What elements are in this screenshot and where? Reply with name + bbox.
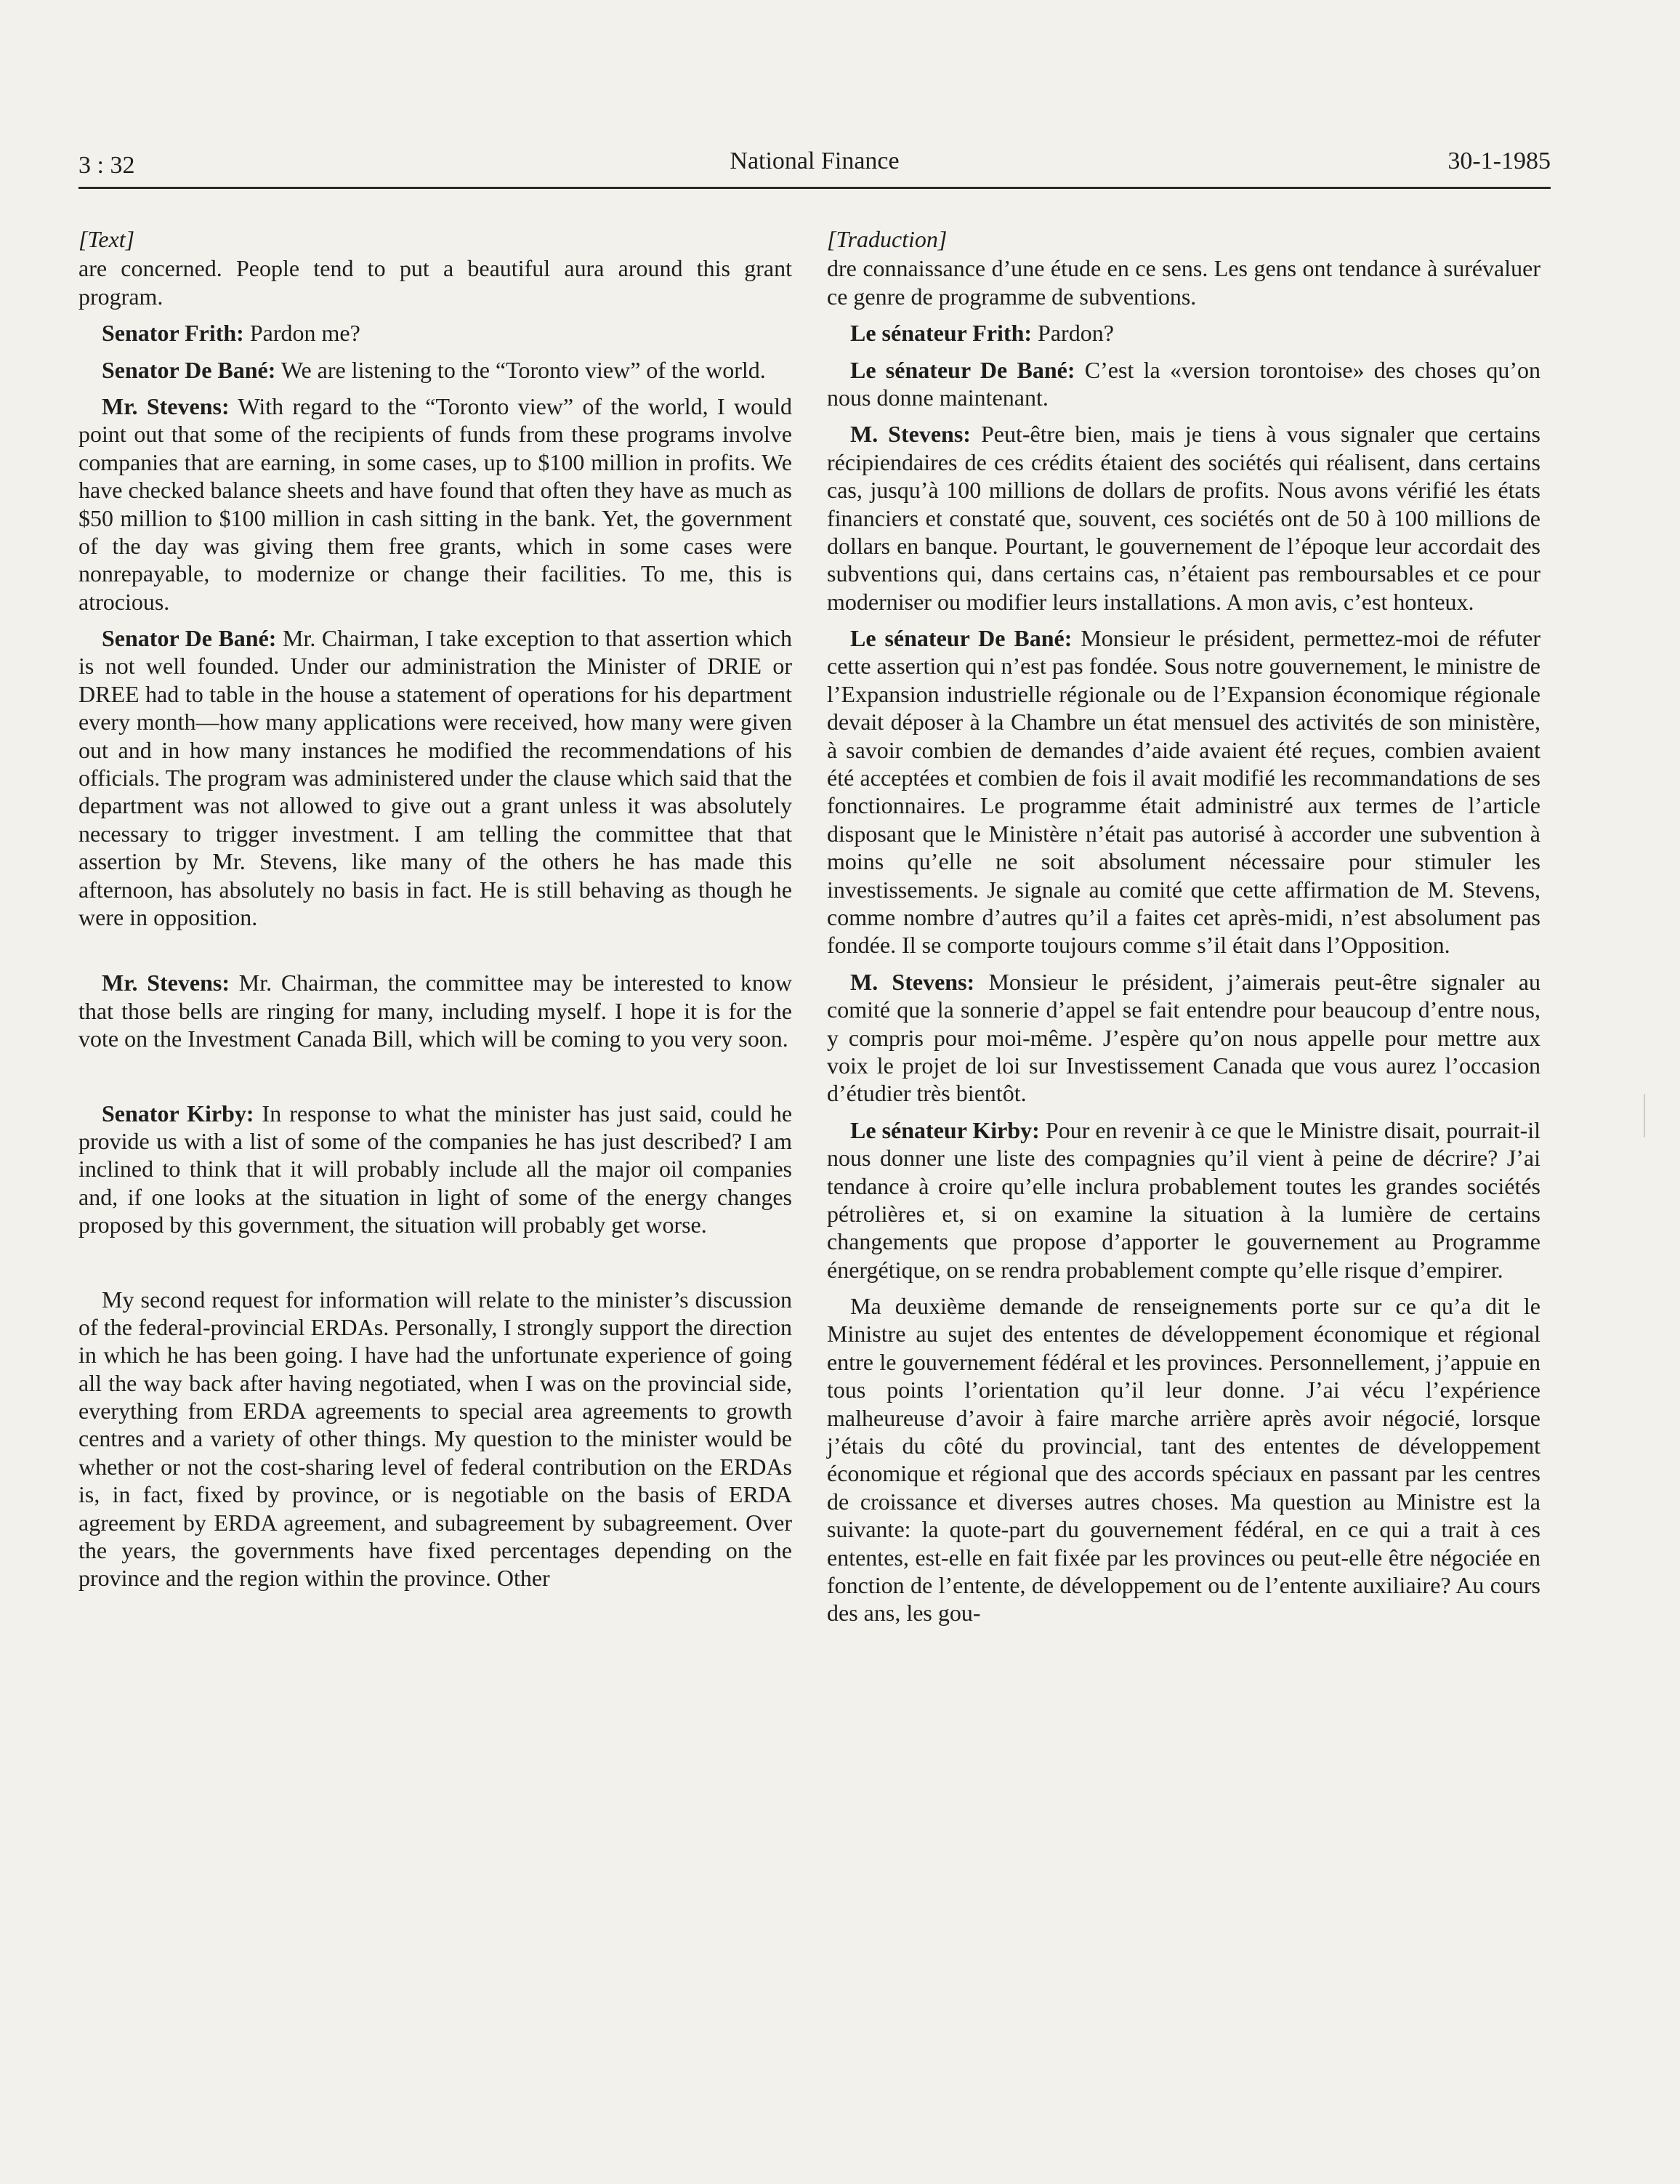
speech-text: In response to what the minister has just said, could he provide us with a list of some of the companies he has just described? I am inclined to think that it will probably include all the major oil companies and, if one looks at the situation in light of some of the energy changes proposed by this government, the situation will probably get worse.: [78, 1100, 793, 1238]
language-marker-label: Traduction: [836, 226, 938, 252]
speech-paragraph: [78, 1100, 792, 1239]
language-marker-label: Text: [87, 226, 126, 252]
page-number: 3 : 32: [78, 152, 135, 179]
speech-text: Pardon me?: [249, 320, 360, 347]
speech-paragraph: [78, 356, 792, 384]
speech-paragraph: [827, 624, 1540, 959]
speaker-name: Senator De Bané:: [102, 625, 277, 652]
header-rule: [78, 187, 1551, 189]
speech-text: Pour en revenir à ce que le Ministre disait, pourrait-il nous donner une liste des compagnies qu’il vient à peine de décrire? J’ai tendance à croire qu’elle inclura probablement toutes les grandes sociétés pétrolières et, si on examine la situation à la lumière de certains changements que propose d’apporter le gouvernement au Programme énergétique, on se rendra probablement compte qu’elle risque d’empirer.: [827, 1116, 1541, 1283]
speaker-name: Le sénateur De Bané:: [850, 356, 1075, 383]
language-marker: [Traduction]: [827, 226, 948, 252]
speaker-name: Mr. Stevens:: [102, 392, 230, 419]
speech-text: Mr. Chairman, I take exception to that assertion which is not well founded. Under our administration the Minister of DRIE or DREE had to table in the house a statement of operations for his department every month—how many applications were received, how many were given out and in how many instances he modified the recommendations of his officials. The program was administered under the clause which said that the department was not allowed to give out a grant unless it was absolutely necessary to trigger investment. I am telling the committee that that assertion by Mr. Stevens, like many of the others he has made this afternoon, has absolutely no basis in fact. He is still behaving as though he were in opposition.: [78, 625, 793, 930]
language-marker: [Text]: [78, 226, 135, 252]
speech-text: Pardon?: [1038, 320, 1114, 347]
paragraph: are concerned. People tend to put a beautiful aura around this grant program.: [78, 255, 792, 310]
speaker-name: Le sénateur Kirby:: [850, 1116, 1040, 1143]
speaker-name: Le sénateur De Bané:: [850, 625, 1073, 652]
speaker-name: M. Stevens:: [850, 968, 975, 995]
binding-mark: [1644, 1094, 1645, 1137]
english-column: [78, 225, 792, 1601]
speech-paragraph: [78, 392, 792, 616]
speech-paragraph: [827, 968, 1540, 1108]
speech-paragraph: [78, 319, 792, 347]
speech-text: We are listening to the “Toronto view” of the world.: [280, 356, 766, 383]
speaker-name: Mr. Stevens:: [102, 970, 230, 996]
paragraph: dre connaissance d’une étude en ce sens. Les gens ont tendance à surévaluer ce genre de programme de subventions.: [827, 255, 1540, 310]
speech-paragraph: [827, 356, 1540, 412]
speech-paragraph: [78, 624, 792, 931]
speech-text: C’est la «version torontoise» des choses qu’on nous donne maintenant.: [827, 356, 1541, 411]
speech-text: Monsieur le président, permettez-moi de réfuter cette assertion qui n’est pas fondée. Sous notre gouvernement, le ministre de l’Expansion industrielle régionale ou de l’Expansion économique régionale devait déposer à la Chambre un état mensuel des activités de son ministère, à savoir combien de demandes d’aide avaient été reçues, combien avaient été acceptées et combien de fois il avait modifié les recommandations de ses fonctionnaires. Le programme était administré aux termes de l’article disposant que le Ministère n’était pas autorisé à accorder une subvention à moins qu’elle ne soit absolument nécessaire pour stimuler les investissements. Je signale au comité que cette affirmation de M. Stevens, comme nombre d’autres qu’il a faites cet après-midi, n’est absolument pas fondée. Il se comporte toujours comme s’il était dans l’Opposition.: [827, 625, 1541, 959]
french-column: [827, 225, 1540, 1636]
speaker-name: M. Stevens:: [850, 421, 971, 448]
speech-paragraph: [827, 319, 1540, 347]
speech-paragraph: [827, 1116, 1540, 1284]
speech-text: Peut-être bien, mais je tiens à vous signaler que certains récipiendaires de ces crédits étaient des sociétés qui réalisent, dans certains cas, jusqu’à 100 millions de dollars de profits. Nous avons vérifié les états financiers et constaté que, souvent, ces sociétés ont de 50 à 100 millions de dollars en banque. Pourtant, le gouvernement de l’époque leur accordait des subventions qui, dans certains cas, n’étaient pas remboursables et ce pour moderniser ou modifier leurs installations. A mon avis, c’est honteux.: [827, 421, 1541, 615]
speech-paragraph: [78, 969, 792, 1052]
speaker-name: Senator Kirby:: [102, 1100, 254, 1127]
speaker-name: Senator De Bané:: [102, 356, 276, 383]
speech-paragraph: [827, 420, 1540, 616]
page-header: [78, 148, 1551, 184]
speech-text: Monsieur le président, j’aimerais peut-être signaler au comité que la sonnerie d’appel se fait entendre pour beaucoup d’entre nous, y compris pour moi-même. J’espère qu’on nous appelle pour mettre aux voix le projet de loi sur Investissement Canada que vous aurez l’occasion d’étudier très bientôt.: [827, 968, 1541, 1107]
paragraph: Ma deuxième demande de renseignements porte sur ce qu’a dit le Ministre au sujet des ententes de développement économique et régional entre le gouvernement fédéral et les provinces. Personnellement, j’appuie en tous points l’orientation qu’il leur donne. J’ai vécu l’expérience malheureuse d’avoir à faire marche arrière après avoir négocié, lorsque j’étais du côté du provincial, tant des ententes de développement économique et régional que des accords spéciaux en passant par les centres de croissance et diverses autres choses. Ma question au Ministre est la suivante: la quote-part du gouvernement fédéral, en ce qui a trait à ces ententes, est-elle en fait fixée par les provinces ou peut-elle être négociée en fonction de l’entente, de développement ou de l’entente auxiliaire? Au cours des ans, les gou-: [827, 1293, 1540, 1627]
speech-text: Mr. Chairman, the committee may be interested to know that those bells are ringing for many, including myself. I hope it is for the vote on the Investment Canada Bill, which will be coming to you very soon.: [78, 970, 793, 1052]
speech-text: With regard to the “Toronto view” of the world, I would point out that some of the recipients of funds from these programs involve companies that are earning, in some cases, up to $100 million in profits. We have checked balance sheets and have found that often they have as much as $50 million to $100 million in cash sitting in the bank. Yet, the government of the day was giving them free grants, which in some cases were nonrepayable, to modernize or change their facilities. To me, this is atrocious.: [78, 392, 793, 615]
sitting-date: 30-1-1985: [1447, 148, 1551, 174]
speaker-name: Senator Frith:: [102, 320, 244, 347]
paragraph: My second request for information will relate to the minister’s discussion of the federal-provincial ERDAs. Personally, I strongly support the direction in which he has been going. I have had the unfortunate experience of going all the way back after having negotiated, when I was on the provincial side, everything from ERDA agreements to special area agreements to growth centres and a variety of other things. My question to the minister would be whether or not the cost-sharing level of federal contribution on the ERDAs is, in fact, fixed by province, or is negotiable on the basis of ERDA agreement by ERDA agreement, and subagreement by subagreement. Over the years, the governments have fixed percentages depending on the province and the region within the province. Other: [78, 1286, 792, 1592]
speaker-name: Le sénateur Frith:: [850, 320, 1033, 347]
publication-title: National Finance: [730, 148, 900, 174]
